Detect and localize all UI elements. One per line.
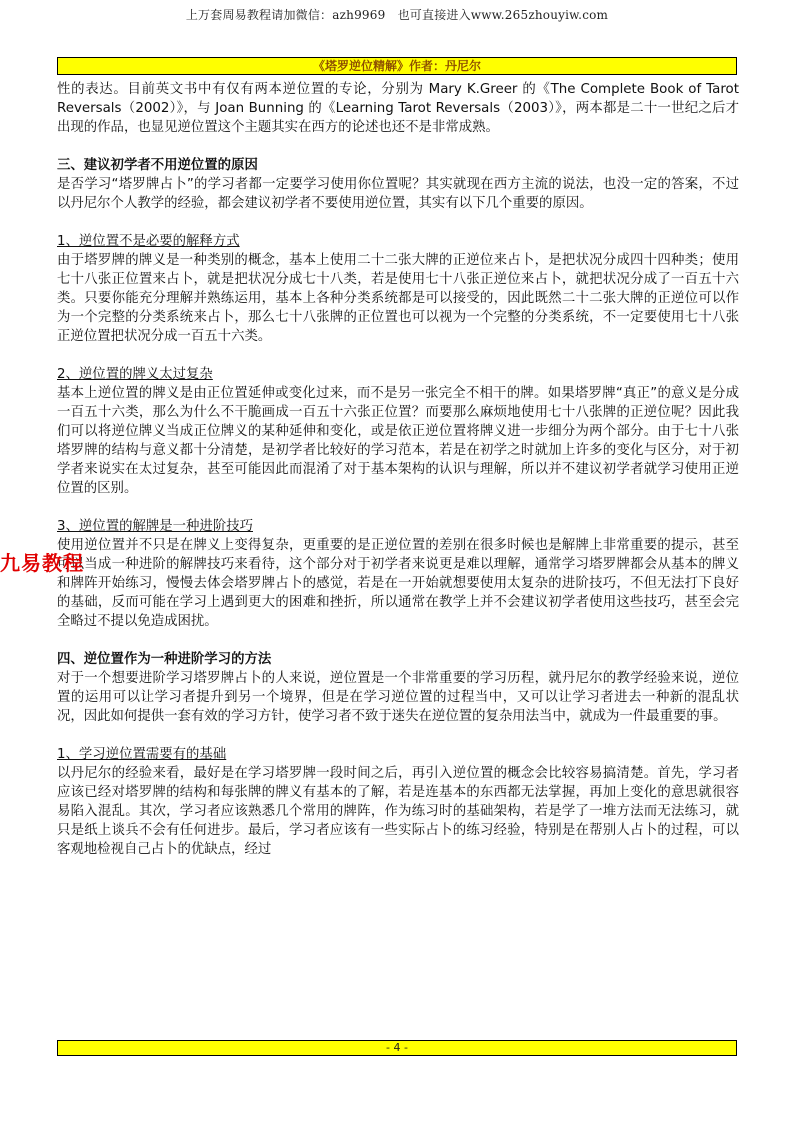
top-note: 上万套周易教程请加微信：azh9969 也可直接进入www.265zhouyiw.com [185, 8, 609, 22]
section-title: 三、建议初学者不用逆位置的原因 [57, 158, 258, 173]
subsection-title: 1、学习逆位置需要有的基础 [57, 747, 227, 762]
paragraph: 使用逆位置并不只是在牌义上变得复杂，更重要的是正逆位置的差别在很多时候也是解牌上非常重要的提示，甚至可以当成一种进阶的解牌技巧来看待，这个部分对于初学者来说更是难以理解，通常学习塔罗牌都会从基本的牌义和牌阵开始练习，慢慢去体会塔罗牌占卜的感觉，若是在一开始就想要使用太复杂的进阶技巧，不但无法打下良好的基础，反而可能在学习上遇到更大的困难和挫折，所以通常在教学上并不会建议初学者使用这些技巧，甚至会完全略过不提以免造成困扰。 [57, 538, 739, 629]
document-body [57, 80, 739, 859]
paragraph: 性的表达。目前英文书中有仅有两本逆位置的专论，分别为 Mary K.Greer 的《The Complete Book of Tarot Reversals（2002）》，与 Joan Bunning 的《Learning Tarot Reversals（2003）》，两本都是二十一世纪之后才出现的作品，也显见逆位置这个主题其实在西方的论述也还不是非常成熟。 [57, 82, 739, 135]
paragraph: 对于一个想要进阶学习塔罗牌占卜的人来说，逆位置是一个非常重要的学习历程，就丹尼尔的教学经验来说，逆位置的运用可以让学习者提升到另一个境界，但是在学习逆位置的过程当中，又可以让学习者进去一种新的混乱状况，因此如何提供一套有效的学习方针，使学习者不致于迷失在逆位置的复杂用法当中，就成为一件最重要的事。 [57, 671, 739, 724]
section-title: 四、逆位置作为一种进阶学习的方法 [57, 652, 272, 667]
paragraph: 以丹尼尔的经验来看，最好是在学习塔罗牌一段时间之后，再引入逆位置的概念会比较容易搞清楚。首先，学习者应该已经对塔罗牌的结构和每张牌的牌义有基本的了解，若是连基本的东西都无法掌握，再加上变化的意思就很容易陷入混乱。其次，学习者应该熟悉几个常用的牌阵，作为练习时的基础架构，若是学了一堆方法而无法练习，就只是纸上谈兵不会有任何进步。最后，学习者应该有一些实际占卜的练习经验，特别是在帮别人占卜的过程，可以客观地检视自己占卜的优缺点，经过 [57, 766, 739, 857]
page-number: - 4 - [57, 1040, 737, 1056]
subsection-title: 2、逆位置的牌义太过复杂 [57, 367, 213, 382]
paragraph: 由于塔罗牌的牌义是一种类别的概念，基本上使用二十二张大牌的正逆位来占卜，是把状况分成四十四种类；使用七十八张正位置来占卜，就是把状况分成七十八类，若是使用七十八张正逆位来占卜，就把状况分成了一百五十六类。只要你能充分理解并熟练运用，基本上各种分类系统都是可以接受的，因此既然二十二张大牌的正逆位可以作为一个完整的分类系统来占卜，那么七十八张牌的正位置也可以视为一个完整的分类系统，不一定要使用七十八张正逆位置把状况分成一百五十六类。 [57, 253, 739, 344]
subsection-title: 3、逆位置的解牌是一种进阶技巧 [57, 519, 253, 534]
paragraph: 是否学习“塔罗牌占卜”的学习者都一定要学习使用你位置呢？其实就现在西方主流的说法，也没一定的答案，不过以丹尼尔个人教学的经验，都会建议初学者不要使用逆位置，其实有以下几个重要的原因。 [57, 177, 739, 211]
subsection-title: 1、逆位置不是必要的解释方式 [57, 234, 240, 249]
watermark-logo: 九易教程 [0, 551, 84, 575]
paragraph: 基本上逆位置的牌义是由正位置延伸或变化过来，而不是另一张完全不相干的牌。如果塔罗牌“真正”的意义是分成一百五十六类，那么为什么不干脆画成一百五十六张正位置？而要那么麻烦地使用七十八张牌的正逆位呢？因此我们可以将逆位牌义当成正位牌义的某种延伸和变化，或是依正逆位置将牌义进一步细分为两个部分。由于七十八张塔罗牌的结构与意义都十分清楚，是初学者比较好的学习范本，若是在初学之时就加上许多的变化与区分，对于初学者来说实在太过复杂，甚至可能因此而混淆了对于基本架构的认识与理解，所以并不建议初学者就学习使用正逆位置的区别。 [57, 386, 739, 496]
header-title: 《塔罗逆位精解》作者：丹尼尔 [57, 57, 737, 75]
